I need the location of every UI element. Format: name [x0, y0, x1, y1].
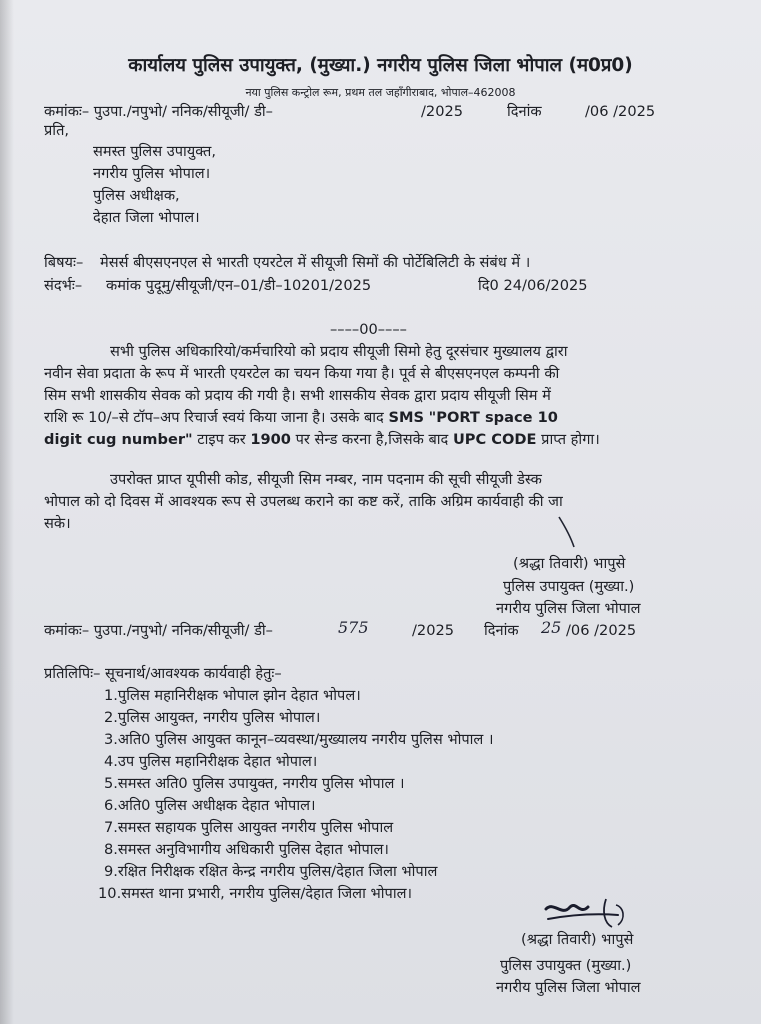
- ref-year: /2025: [412, 622, 455, 639]
- copy-list-item: 9.रक्षित निरीक्षक रक्षित केन्द्र नगरीय पुलिस/देहात जिला भोपाल: [104, 863, 438, 880]
- copy-list-item: 7.समस्त सहायक पुलिस आयुक्त नगरीय पुलिस भोपाल: [104, 819, 394, 836]
- reference-label: संदर्भः–: [44, 277, 83, 294]
- body-text: प्राप्त होगा।: [541, 431, 600, 448]
- body-text: टाइप कर: [197, 431, 246, 448]
- sms-code-text: "PORT space 10: [428, 409, 558, 426]
- to-line: समस्त पुलिस उपायुक्त,: [93, 143, 217, 160]
- signature-mark: [558, 515, 578, 549]
- body-line: सभी पुलिस अधिकारियो/कर्मचारियो को प्रदाय सीयूजी सिमो हेतु दूरसंचार मुख्यालय द्वारा: [110, 343, 568, 360]
- to-label: प्रति,: [44, 122, 70, 139]
- copy-list-item: 10.समस्त थाना प्रभारी, नगरीय पुलिस/देहात जिला भोपाल।: [98, 885, 413, 902]
- body-line: [44, 408, 558, 427]
- subject-text: मेसर्स बीएसएनएल से भारती एयरटेल में सीयूजी सिमों की पोर्टेबिलिटी के संबंध में ।: [100, 254, 531, 271]
- to-line: नगरीय पुलिस भोपाल।: [93, 165, 211, 182]
- handwritten-date-day: 25: [541, 618, 562, 637]
- signatory-office: नगरीय पुलिस जिला भोपाल: [496, 600, 641, 617]
- subject-label: बिषयः–: [44, 254, 84, 271]
- signatory-designation: पुलिस उपायुक्त (मुख्या.): [503, 578, 635, 595]
- body-line: उपरोक्त प्राप्त यूपीसी कोड, सीयूजी सिम नम्बर, नाम पदनाम की सूची सीयूजी डेस्क: [110, 471, 542, 488]
- ref-year: /2025: [421, 103, 464, 120]
- letterhead-title: कार्यालय पुलिस उपायुक्त, (मुख्या.) नगरीय पुलिस जिला भोपाल (म0प्र0): [128, 55, 633, 76]
- sms-number: 1900: [250, 431, 291, 448]
- body-line: नवीन सेवा प्रदाता के रूप में भारती एयरटेल का चयन किया गया है। पूर्व से बीएसएनएल कम्पनी की: [44, 365, 560, 382]
- ref-date: /06 /2025: [566, 622, 637, 639]
- body-line: [44, 430, 600, 449]
- sms-code-text: digit cug number": [44, 431, 193, 448]
- signatory-name: (श्रद्धा तिवारी) भापुसे: [521, 931, 634, 948]
- body-line: भोपाल को दो दिवस में आवश्यक रूप से उपलब्ध कराने का कष्ट करें, ताकि अग्रिम कार्यवाही की जा: [44, 493, 563, 510]
- sms-keyword: SMS: [388, 409, 424, 426]
- signatory-designation: पुलिस उपायुक्त (मुख्या.): [500, 957, 632, 974]
- body-line: सिम सभी शासकीय सेवक को प्रदाय की गयी है। सभी शासकीय सेवक द्वारा प्रदाय सीयूजी सिम में: [44, 387, 551, 404]
- signatory-office: नगरीय पुलिस जिला भोपाल: [496, 979, 641, 996]
- to-line: देहात जिला भोपाल।: [93, 209, 200, 226]
- handwritten-ref-number: 575: [338, 618, 369, 637]
- copy-list-item: 2.पुलिस आयुक्त, नगरीय पुलिस भोपाल।: [104, 709, 321, 726]
- copy-list-item: 8.समस्त अनुविभागीय अधिकारी पुलिस देहात भोपाल।: [104, 841, 389, 858]
- letterhead-address: नया पुलिस कन्ट्रोल रूम, प्रथम तल जहाँगीराबाद, भोपाल–462008: [245, 86, 516, 99]
- divider: ––––00––––: [330, 321, 407, 338]
- copy-list-item: 4.उप पुलिस महानिरीक्षक देहात भोपाल।: [104, 753, 318, 770]
- copy-list-item: 1.पुलिस महानिरीक्षक भोपाल झोन देहात भोपल।: [104, 687, 361, 704]
- ref-date: /06 /2025: [585, 103, 656, 120]
- ref-number: कमांकः– पुउपा./नपुभो/ ननिक/सीयूजी/ डी–: [44, 103, 273, 120]
- reference-date: दि0 24/06/2025: [478, 277, 588, 294]
- signatory-name: (श्रद्धा तिवारी) भापुसे: [513, 555, 626, 572]
- copy-heading: प्रतिलिपिः– सूचनार्थ/आवश्यक कार्यवाही हेतुः–: [44, 665, 282, 682]
- ref-date-label: दिनांक: [484, 622, 519, 639]
- to-line: पुलिस अधीक्षक,: [93, 187, 180, 204]
- ref-date-label: दिनांक: [507, 103, 542, 120]
- body-text: पर सेन्ड करना है,जिसके बाद: [295, 431, 449, 448]
- handwritten-signature: [540, 893, 630, 933]
- reference-text: कमांक पुदूमु/सीयूजी/एन–01/डी–10201/2025: [106, 277, 372, 294]
- copy-list-item: 5.समस्त अति0 पुलिस उपायुक्त, नगरीय पुलिस भोपाल ।: [104, 775, 405, 792]
- body-text: राशि रू 10/–से टॉप–अप रिचार्ज स्वयं किया जाना है। उसके बाद: [44, 409, 384, 426]
- upc-code-keyword: UPC CODE: [452, 431, 537, 448]
- copy-list-item: 3.अति0 पुलिस आयुक्त कानून–व्यवस्था/मुख्यालय नगरीय पुलिस भोपाल ।: [104, 731, 494, 748]
- body-line: सके।: [44, 515, 71, 532]
- ref-number: कमांकः– पुउपा./नपुभो/ ननिक/सीयूजी/ डी–: [44, 622, 273, 639]
- copy-list-item: 6.अति0 पुलिस अधीक्षक देहात भोपाल।: [104, 797, 316, 814]
